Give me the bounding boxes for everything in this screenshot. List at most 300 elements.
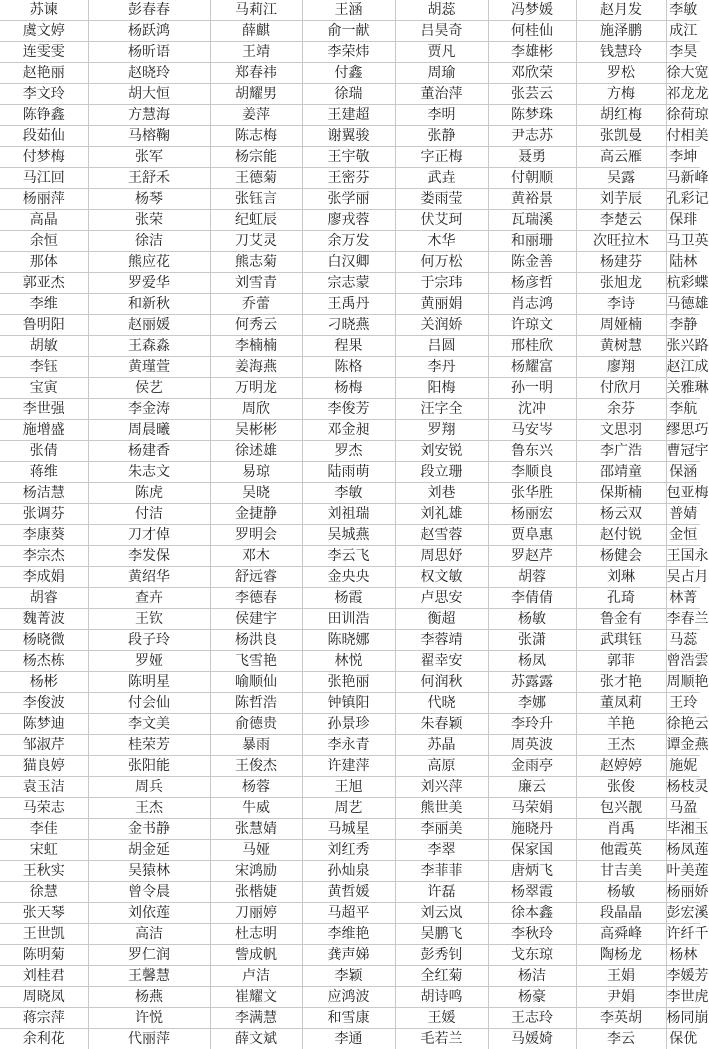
name-cell: 李雄彬: [488, 42, 576, 63]
name-cell: 徐大宽: [666, 63, 700, 84]
name-cell: 董治萍: [395, 84, 488, 105]
name-cell: 胡睿: [0, 588, 88, 609]
name-cell: 许建萍: [302, 756, 395, 777]
name-cell: 周晨曦: [88, 420, 210, 441]
name-cell: 赵雪蓉: [395, 525, 488, 546]
name-cell: 吴晓: [210, 483, 302, 504]
table-row: [0, 567, 700, 588]
name-cell: 廖翔: [576, 357, 666, 378]
table-row: [0, 861, 700, 882]
name-cell: 杨耀富: [488, 357, 576, 378]
name-cell: 苏谏: [0, 0, 88, 21]
name-cell: 曾浩雲: [666, 651, 700, 672]
name-cell: 陈晓娜: [302, 630, 395, 651]
name-cell: 杨丽宏: [488, 504, 576, 525]
name-cell: 王俊杰: [210, 756, 302, 777]
table-row: [0, 903, 700, 924]
name-cell: 王靖: [210, 42, 302, 63]
name-cell: 王密芬: [302, 168, 395, 189]
name-cell: 吕昊奇: [395, 21, 488, 42]
name-cell: 喻顺仙: [210, 672, 302, 693]
name-cell: 李秋玲: [488, 924, 576, 945]
name-cell: 翟幸安: [395, 651, 488, 672]
name-cell: 施晓丹: [488, 819, 576, 840]
table-row: [0, 105, 700, 126]
name-cell: 罗赵芹: [488, 546, 576, 567]
name-cell: 杨彦哲: [488, 273, 576, 294]
name-cell: 刘安锐: [395, 441, 488, 462]
name-cell: 鲁明阳: [0, 315, 88, 336]
name-cell: 李丹: [395, 357, 488, 378]
name-cell: 付梦梅: [0, 147, 88, 168]
name-cell: 鲁金有: [576, 609, 666, 630]
name-cell: 曹冠宇: [666, 441, 700, 462]
name-cell: 李钰: [0, 357, 88, 378]
name-cell: 董凤莉: [576, 693, 666, 714]
name-cell: 和雪康: [302, 1008, 395, 1029]
name-cell: 贾凡: [395, 42, 488, 63]
name-cell: 吴鹏飞: [395, 924, 488, 945]
name-cell: 李玲升: [488, 714, 576, 735]
table-row: [0, 966, 700, 987]
name-cell: 孔琦: [576, 588, 666, 609]
name-cell: 宝寅: [0, 378, 88, 399]
table-row: [0, 924, 700, 945]
name-cell: 王钦: [88, 609, 210, 630]
name-cell: 蒋维: [0, 462, 88, 483]
name-cell: 赵月发: [576, 0, 666, 21]
name-cell: 高洁: [88, 924, 210, 945]
name-cell: 李诗: [576, 294, 666, 315]
name-cell: 刀才倬: [88, 525, 210, 546]
name-cell: 徐述雄: [210, 441, 302, 462]
name-cell: 李维艳: [302, 924, 395, 945]
name-cell: 曾令晨: [88, 882, 210, 903]
table-row: [0, 777, 700, 798]
name-cell: 马荣志: [0, 798, 88, 819]
name-cell: 李静: [666, 315, 700, 336]
table-row: [0, 840, 700, 861]
name-cell: 沈冲: [488, 399, 576, 420]
name-cell: 李翠: [395, 840, 488, 861]
name-cell: 陶杨龙: [576, 945, 666, 966]
name-cell: 罗仁润: [88, 945, 210, 966]
name-cell: 保斯楠: [576, 483, 666, 504]
name-cell: 刘依莲: [88, 903, 210, 924]
name-cell: 伏艾珂: [395, 210, 488, 231]
name-cell: 邵靖童: [576, 462, 666, 483]
name-cell: 廖戎蓉: [302, 210, 395, 231]
name-cell: 黄瑾萱: [88, 357, 210, 378]
name-cell: 杨翠霞: [488, 882, 576, 903]
name-cell: 陈金善: [488, 252, 576, 273]
name-cell: 李菲菲: [395, 861, 488, 882]
name-cell: 陈梦迪: [0, 714, 88, 735]
table-row: [0, 588, 700, 609]
name-cell: 李航: [666, 399, 700, 420]
name-cell: 张楷婕: [210, 882, 302, 903]
name-cell: 李文美: [88, 714, 210, 735]
name-cell: 宋虹: [0, 840, 88, 861]
name-cell: 张艳丽: [302, 672, 395, 693]
name-cell: 张芸云: [488, 84, 576, 105]
name-cell: 王涵: [302, 0, 395, 21]
name-cell: 李金涛: [88, 399, 210, 420]
name-cell: 王建超: [302, 105, 395, 126]
name-cell: 马德雄: [666, 294, 700, 315]
name-cell: 熊志菊: [210, 252, 302, 273]
table-row: [0, 231, 700, 252]
table-row: [0, 525, 700, 546]
name-cell: 何万松: [395, 252, 488, 273]
name-cell: 他霞英: [576, 840, 666, 861]
name-cell: 暴雨: [210, 735, 302, 756]
name-cell: 郭亚杰: [0, 273, 88, 294]
name-cell: 杨梅: [302, 378, 395, 399]
name-cell: 马超平: [302, 903, 395, 924]
name-cell: 李倩倩: [488, 588, 576, 609]
name-cell: 李德春: [210, 588, 302, 609]
name-cell: 李娜: [488, 693, 576, 714]
name-cell: 罗松: [576, 63, 666, 84]
name-cell: 何润秋: [395, 672, 488, 693]
table-row: [0, 1008, 700, 1029]
name-cell: 何秀云: [210, 315, 302, 336]
table-row: [0, 399, 700, 420]
name-cell: 胡大恒: [88, 84, 210, 105]
name-cell: 刁晓燕: [302, 315, 395, 336]
name-cell: 陈志梅: [210, 126, 302, 147]
table-row: [0, 0, 700, 21]
name-cell: 杨霞: [302, 588, 395, 609]
name-cell: 甘吉美: [576, 861, 666, 882]
name-cell: 许悦: [88, 1008, 210, 1029]
name-cell: 张荣: [88, 210, 210, 231]
name-cell: 李云: [576, 1029, 666, 1049]
name-cell: 高原: [395, 756, 488, 777]
name-cell: 代丽萍: [88, 1029, 210, 1049]
name-cell: 张慧婧: [210, 819, 302, 840]
name-cell: 汪字全: [395, 399, 488, 420]
name-cell: 刀艾灵: [210, 231, 302, 252]
name-cell: 全红菊: [395, 966, 488, 987]
name-cell: 娄雨莹: [395, 189, 488, 210]
name-cell: 王德菊: [210, 168, 302, 189]
name-cell: 刘雪青: [210, 273, 302, 294]
name-cell: 李文玲: [0, 84, 88, 105]
name-cell: 吴占月: [666, 567, 700, 588]
name-cell: 瓦瑞溪: [488, 210, 576, 231]
name-cell: 冯梦媛: [488, 0, 576, 21]
name-cell: 黄哲媛: [302, 882, 395, 903]
name-cell: 邓金昶: [302, 420, 395, 441]
name-cell: 马盈: [666, 798, 700, 819]
name-cell: 罗明会: [210, 525, 302, 546]
name-cell: 余万发: [302, 231, 395, 252]
table-row: [0, 126, 700, 147]
name-cell: 张阳能: [88, 756, 210, 777]
name-cell: 林悦: [302, 651, 395, 672]
name-cell: 李明: [395, 105, 488, 126]
name-cell: 周英波: [488, 735, 576, 756]
name-cell: 赵付锐: [576, 525, 666, 546]
name-cell: 俞德贵: [210, 714, 302, 735]
name-cell: 毛若兰: [395, 1029, 488, 1049]
name-cell: 张钰言: [210, 189, 302, 210]
name-cell: 薛麒: [210, 21, 302, 42]
name-cell: 方慧海: [88, 105, 210, 126]
name-cell: 杜志明: [210, 924, 302, 945]
name-cell: 保优: [666, 1029, 700, 1049]
name-cell: 赵江成: [666, 357, 700, 378]
table-row: [0, 315, 700, 336]
name-cell: 刘巷: [395, 483, 488, 504]
table-row: [0, 987, 700, 1008]
name-cell: 钟镇阳: [302, 693, 395, 714]
name-cell: 周艺: [302, 798, 395, 819]
name-cell: 邓欣荣: [488, 63, 576, 84]
name-cell: 吴露: [576, 168, 666, 189]
name-cell: 王杰: [88, 798, 210, 819]
name-cell: 保琲: [666, 210, 700, 231]
name-cell: 祁龙龙: [666, 84, 700, 105]
table-row: [0, 483, 700, 504]
name-cell: 保涵: [666, 462, 700, 483]
name-cell: 黄裕景: [488, 189, 576, 210]
name-cell: 杨同崩: [666, 1008, 700, 1029]
name-cell: 李满慧: [210, 1008, 302, 1029]
name-cell: 白汉卿: [302, 252, 395, 273]
name-cell: 聂勇: [488, 147, 576, 168]
name-cell: 施增盛: [0, 420, 88, 441]
table-row: [0, 756, 700, 777]
name-cell: 陈明星: [88, 672, 210, 693]
name-cell: 邓木: [210, 546, 302, 567]
name-cell: 程果: [302, 336, 395, 357]
name-cell: 高云雁: [576, 147, 666, 168]
name-cell: 薛文斌: [210, 1029, 302, 1049]
name-cell: 马蕊: [666, 630, 700, 651]
name-cell: 关雅琳: [666, 378, 700, 399]
table-row: [0, 882, 700, 903]
name-cell: 卢思安: [395, 588, 488, 609]
name-cell: 衡超: [395, 609, 488, 630]
name-cell: 何桂仙: [488, 21, 576, 42]
name-cell: 王舒禾: [88, 168, 210, 189]
name-cell: 保家国: [488, 840, 576, 861]
table-row: [0, 945, 700, 966]
name-cell: 高舜峰: [576, 924, 666, 945]
name-cell: 周兵: [88, 777, 210, 798]
name-cell: 陈铮鑫: [0, 105, 88, 126]
name-cell: 余芬: [576, 399, 666, 420]
name-cell: 李佳: [0, 819, 88, 840]
name-cell: 郑春祎: [210, 63, 302, 84]
table-row: [0, 609, 700, 630]
name-cell: 胡诗鸣: [395, 987, 488, 1008]
name-cell: 彭春春: [88, 0, 210, 21]
name-cell: 崔耀文: [210, 987, 302, 1008]
name-cell: 杨云双: [576, 504, 666, 525]
name-cell: 罗爱华: [88, 273, 210, 294]
name-cell: 魏菁波: [0, 609, 88, 630]
name-cell: 付鑫: [302, 63, 395, 84]
name-cell: 付相美: [666, 126, 700, 147]
name-cell: 龚声娣: [302, 945, 395, 966]
table-row: [0, 420, 700, 441]
name-cell: 张倩: [0, 441, 88, 462]
name-cell: 马卫英: [666, 231, 700, 252]
name-cell: 刘礼雄: [395, 504, 488, 525]
name-cell: 陈梦珠: [488, 105, 576, 126]
name-cell: 王禹丹: [302, 294, 395, 315]
name-cell: 徐瑞: [302, 84, 395, 105]
name-cell: 卢洁: [210, 966, 302, 987]
name-cell: 于宗玮: [395, 273, 488, 294]
name-cell: 虞文婷: [0, 21, 88, 42]
name-cell: 高晶: [0, 210, 88, 231]
name-cell: 杨丽娇: [666, 882, 700, 903]
name-cell: 王馨慧: [88, 966, 210, 987]
name-cell: 成江: [666, 21, 700, 42]
table-row: [0, 462, 700, 483]
name-cell: 赵艳丽: [0, 63, 88, 84]
name-cell: 李广浩: [576, 441, 666, 462]
name-cell: 王宇敬: [302, 147, 395, 168]
name-cell: 杨燕: [88, 987, 210, 1008]
name-cell: 许磊: [395, 882, 488, 903]
name-cell: 贾阜惠: [488, 525, 576, 546]
table-row: [0, 84, 700, 105]
table-row: [0, 714, 700, 735]
name-cell: 陈格: [302, 357, 395, 378]
name-cell: 马媛婍: [488, 1029, 576, 1049]
name-cell: 金央央: [302, 567, 395, 588]
table-row: [0, 693, 700, 714]
name-cell: 侯建宇: [210, 609, 302, 630]
name-cell: 杨洁: [488, 966, 576, 987]
name-cell: 王森淼: [88, 336, 210, 357]
name-cell: 刘芋辰: [576, 189, 666, 210]
name-cell: 杨凤: [488, 651, 576, 672]
name-cell: 胡耀男: [210, 84, 302, 105]
name-cell: 徐艳云: [666, 714, 700, 735]
name-cell: 关润娇: [395, 315, 488, 336]
name-cell: 杨琴: [88, 189, 210, 210]
name-cell: 姜萍: [210, 105, 302, 126]
table-row: [0, 168, 700, 189]
name-cell: 王媛: [395, 1008, 488, 1029]
name-cell: 李昊: [666, 42, 700, 63]
name-cell: 羊艳: [576, 714, 666, 735]
name-cell: 缪思巧: [666, 420, 700, 441]
table-row: [0, 651, 700, 672]
name-cell: 木华: [395, 231, 488, 252]
name-cell: 应鸿波: [302, 987, 395, 1008]
name-cell: 田训浩: [302, 609, 395, 630]
name-cell: 陆雨萌: [302, 462, 395, 483]
name-cell: 王世凯: [0, 924, 88, 945]
name-cell: 马新峰: [666, 168, 700, 189]
name-cell: 李春兰: [666, 609, 700, 630]
name-cell: 马荣娟: [488, 798, 576, 819]
name-cell: 普婧: [666, 504, 700, 525]
name-cell: 孙一明: [488, 378, 576, 399]
table-row: [0, 441, 700, 462]
name-cell: 刘琳: [576, 567, 666, 588]
name-cell: 文思羽: [576, 420, 666, 441]
table-row: [0, 798, 700, 819]
name-cell: 王娟: [576, 966, 666, 987]
name-cell: 张旭龙: [576, 273, 666, 294]
name-cell: 宋鸿励: [210, 861, 302, 882]
name-cell: 胡蓉: [488, 567, 576, 588]
name-cell: 乔蕾: [210, 294, 302, 315]
name-cell: 周思妤: [395, 546, 488, 567]
name-cell: 李发保: [88, 546, 210, 567]
name-cell: 戈东琼: [488, 945, 576, 966]
table-row: [0, 210, 700, 231]
name-cell: 李云飞: [302, 546, 395, 567]
name-cell: 吴城燕: [302, 525, 395, 546]
name-cell: 谢翼骏: [302, 126, 395, 147]
name-cell: 李丽美: [395, 819, 488, 840]
table-row: [0, 819, 700, 840]
name-cell: 蒋宗萍: [0, 1008, 88, 1029]
name-cell: 杨健会: [576, 546, 666, 567]
name-cell: 杨晓微: [0, 630, 88, 651]
name-cell: 朱志文: [88, 462, 210, 483]
name-cell: 王志玲: [488, 1008, 576, 1029]
name-cell: 段立珊: [395, 462, 488, 483]
name-cell: 权文敏: [395, 567, 488, 588]
name-cell: 施泽鹏: [576, 21, 666, 42]
name-cell: 刀丽婷: [210, 903, 302, 924]
name-cell: 李康葵: [0, 525, 88, 546]
name-cell: 赵晓玲: [88, 63, 210, 84]
name-cell: 舒远睿: [210, 567, 302, 588]
name-cell: 鲁东兴: [488, 441, 576, 462]
name-cell: 张兴路: [666, 336, 700, 357]
name-cell: 和丽珊: [488, 231, 576, 252]
name-cell: 付朝顺: [488, 168, 576, 189]
name-cell: 字正梅: [395, 147, 488, 168]
name-cell: 徐洁: [88, 231, 210, 252]
name-cell: 王玲: [666, 693, 700, 714]
name-cell: 朱春颖: [395, 714, 488, 735]
table-row: [0, 252, 700, 273]
name-cell: 俞一献: [302, 21, 395, 42]
name-cell: 张天琴: [0, 903, 88, 924]
name-cell: 马榕鞠: [88, 126, 210, 147]
name-cell: 杨洁慧: [0, 483, 88, 504]
name-cell: 王国永: [666, 546, 700, 567]
name-cell: 黄绍华: [88, 567, 210, 588]
name-cell: 王秋实: [0, 861, 88, 882]
name-cell: 杨丽萍: [0, 189, 88, 210]
table-row: [0, 42, 700, 63]
name-cell: 杨昕语: [88, 42, 210, 63]
name-cell: 黄树慧: [576, 336, 666, 357]
name-cell: 邹淑芹: [0, 735, 88, 756]
name-cell: 李楠楠: [210, 336, 302, 357]
name-cell: 飞雪艳: [210, 651, 302, 672]
name-cell: 易琼: [210, 462, 302, 483]
name-cell: 罗翔: [395, 420, 488, 441]
name-cell: 牛威: [210, 798, 302, 819]
name-cell: 肖志鸿: [488, 294, 576, 315]
name-cell: 陈虎: [88, 483, 210, 504]
